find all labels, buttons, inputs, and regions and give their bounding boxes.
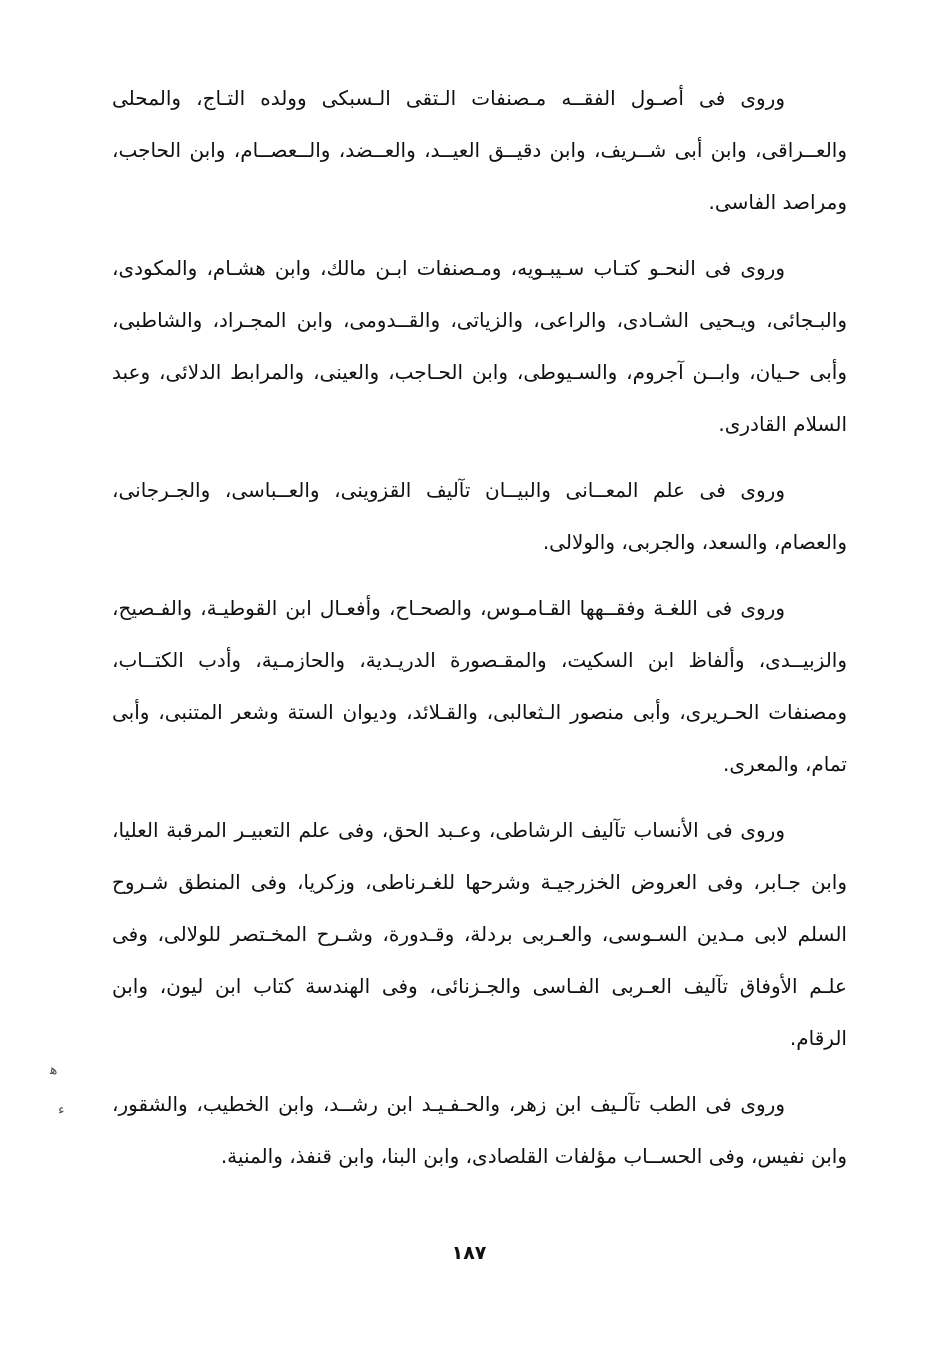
paragraph-nahw: وروى فى النحـو كتـاب سـيبـويه، ومـصنفات ابـن مالك، وابن هشـام، والمكودى، والبـجائى، ويـحيى الشـادى، والراعى، والزياتى، والقــدومى، وابن المجـراد، والشاطبى، وأبى حـيان، وابــن آجروم، والسـيوطى، وابن الحـاجب، والعينى، والمرابط الدلائى، وعبد السلام القادرى.	[112, 256, 847, 436]
margin-mark: ﺀ	[58, 1102, 65, 1118]
page-number: ١٨٧	[451, 1242, 487, 1264]
paragraph-lugha: وروى فى اللغـة وفقــهها القـامـوس، والصحـاح، وأفعـال ابن القوطيـة، والفـصيح، والزبيــدى، وألفاظ ابن السكيت، والمقـصورة الدريـدية، والحازمـية، وأدب الكتــاب، ومصنفات الحـريرى، وأبى منصور الـثعالبى، والقـلائد، وديوان الستة وشعر المتنبى، وأبى تمام، والمعرى.	[112, 596, 847, 776]
margin-mark: ﻫ	[50, 1062, 58, 1078]
paragraph-ansab: وروى فى الأنساب تآليف الرشاطى، وعـبد الحق، وفى علم التعبيـر المرقبة العليا، وابن جـابر، وفى العروض الخزرجيـة وشرحها للغـرناطى، وزكريا، وفى المنطق شـروح السلم لابى مـدين السـوسى، والعـربى بردلة، وقـدورة، وشـرح المخـتصر للولالى، وفى علـم الأوفاق تآليف العـربى الفـاسى والجـزنائى، وفى الهندسة كتاب ابن ليون، وابن الرقام.	[112, 818, 847, 1050]
paragraph-maani-bayan: وروى فى علم المعــانى والبيــان تآليف القزوينى، والعــباسى، والجـرجانى، والعصام، والسعد، والجربى، والولالى.	[112, 478, 847, 554]
body-text	[112, 72, 847, 1196]
paragraph-tibb: وروى فى الطب تآلـيف ابن زهر، والحـفـيـد ابن رشــد، وابن الخطيب، والشقور، وابن نفيس، وفى الحســاب مؤلفات القلصادى، وابن البنا، وابن قنفذ، والمنية.	[112, 1092, 847, 1168]
paragraph-usul-fiqh: وروى فى أصـول الفقــه مـصنفات الـتقى الـسبكى وولده التـاج، والمحلى والعــراقى، وابن أبى شــريف، وابن دقيــق العيــد، والعــضد، والــعصــام، وابن الحاجب، ومراصد الفاسى.	[112, 86, 847, 214]
